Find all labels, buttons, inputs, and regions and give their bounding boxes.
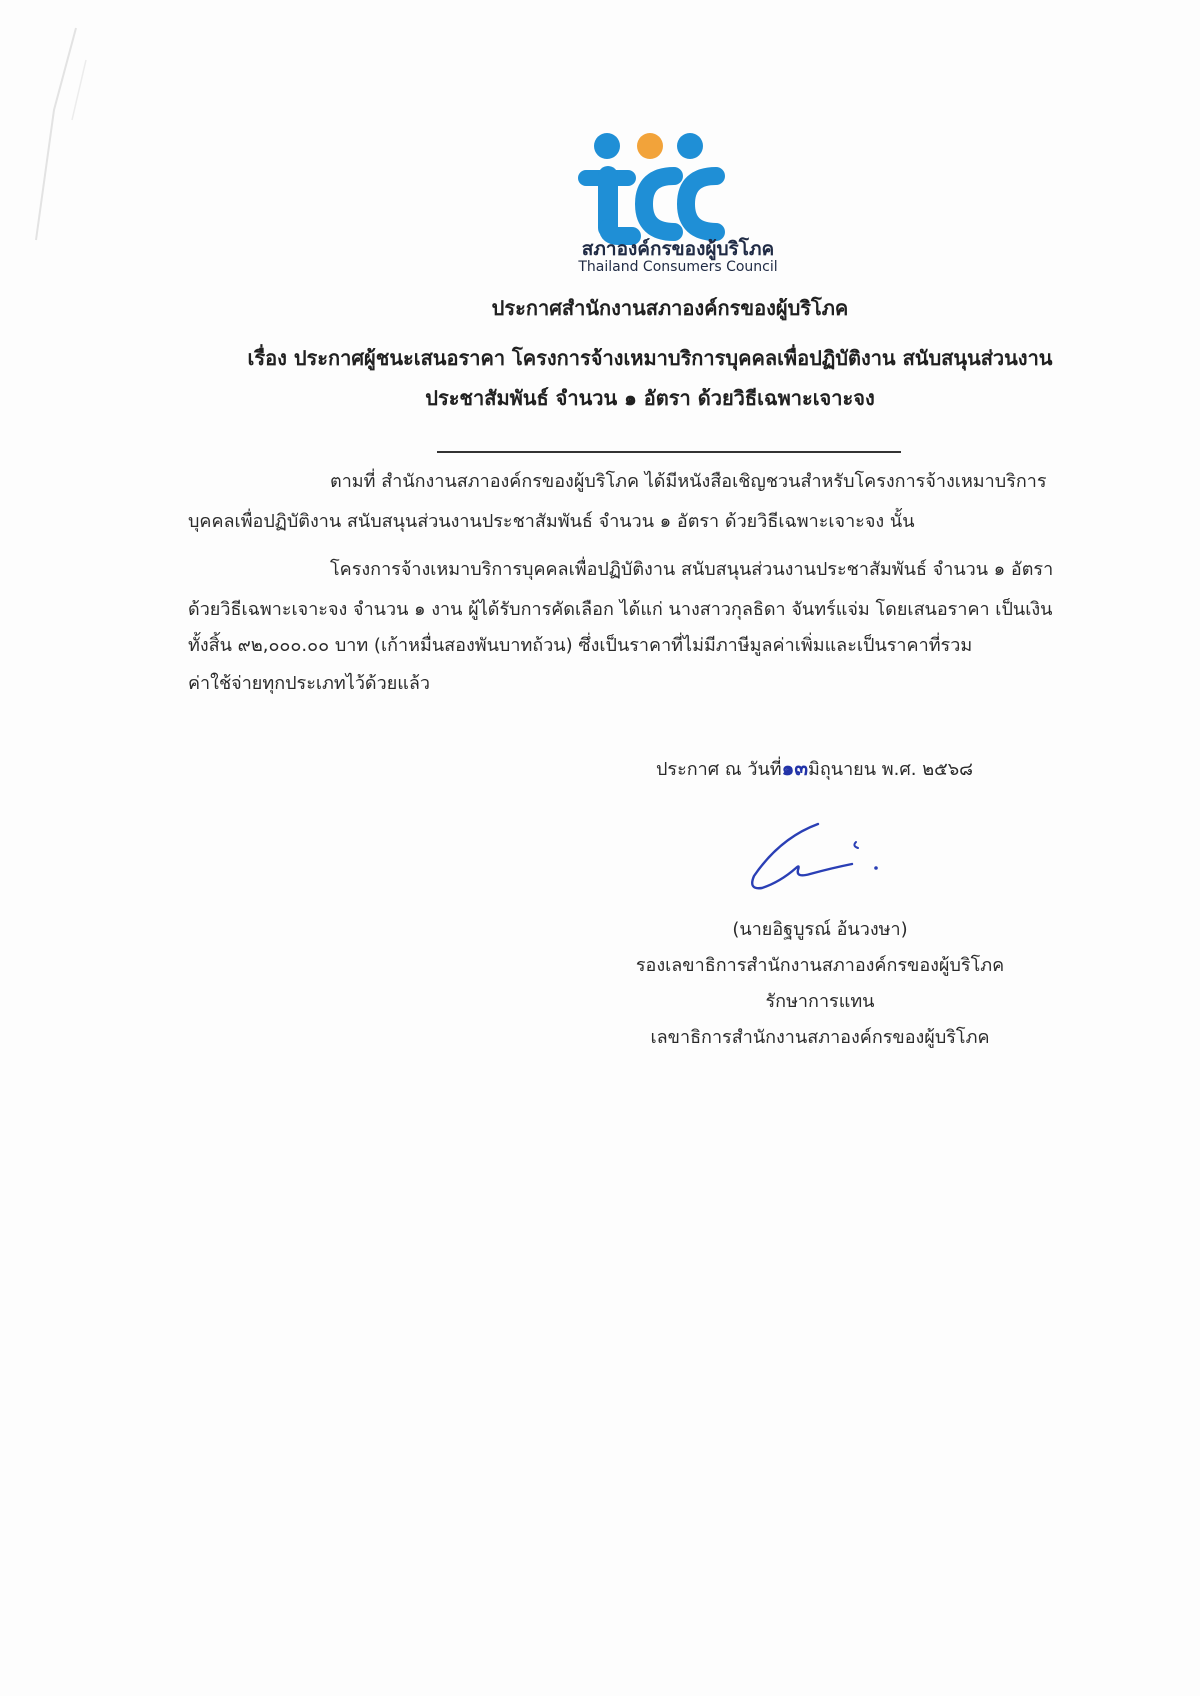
handwritten-signature xyxy=(740,818,890,898)
paragraph-2-line-4: ค่าใช้จ่ายทุกประเภทไว้ด้วยแล้ว xyxy=(188,673,431,694)
paragraph-2-line-3: ทั้งสิ้น ๙๒,๐๐๐.๐๐ บาท (เก้าหมื่นสองพันบาทถ้วน) ซึ่งเป็นราคาที่ไม่มีภาษีมูลค่าเพิ่มและเป็นราคาที่รวม xyxy=(188,635,973,656)
signatory-acting-position: เลขาธิการสำนักงานสภาองค์กรของผู้บริโภค xyxy=(650,1027,990,1048)
paragraph-1-line-1: ตามที่ สำนักงานสภาองค์กรของผู้บริโภค ได้มีหนังสือเชิญชวนสำหรับโครงการจ้างเหมาบริการ xyxy=(330,471,1047,492)
logo-text-english: Thailand Consumers Council xyxy=(578,259,778,275)
announcement-date-month-year: มิถุนายน พ.ศ. ๒๕๖๘ xyxy=(808,759,974,780)
announcement-subject-line-1: เรื่อง ประกาศผู้ชนะเสนอราคา โครงการจ้างเหมาบริการบุคคลเพื่อปฏิบัติงาน สนับสนุนส่วนงาน xyxy=(247,346,1053,370)
paragraph-1-line-2: บุคคลเพื่อปฏิบัติงาน สนับสนุนส่วนงานประชาสัมพันธ์ จำนวน ๑ อัตรา ด้วยวิธีเฉพาะเจาะจง นั้น xyxy=(188,511,915,532)
announcement-date-prefix: ประกาศ ณ วันที่ xyxy=(656,759,782,780)
logo-text-thai: สภาองค์กรของผู้บริโภค xyxy=(581,238,775,260)
announcement-subject-line-2: ประชาสัมพันธ์ จำนวน ๑ อัตรา ด้วยวิธีเฉพาะเจาะจง xyxy=(425,386,875,410)
signatory-position: รองเลขาธิการสำนักงานสภาองค์กรของผู้บริโภค xyxy=(635,955,1005,976)
scan-artifact xyxy=(14,20,94,260)
signatory-name: (นายอิฐบูรณ์ อ้นวงษา) xyxy=(732,919,908,940)
announcement-date xyxy=(656,752,973,784)
announcement-title: ประกาศสำนักงานสภาองค์กรของผู้บริโภค xyxy=(491,296,849,320)
paragraph-2-line-1: โครงการจ้างเหมาบริการบุคคลเพื่อปฏิบัติงาน สนับสนุนส่วนงานประชาสัมพันธ์ จำนวน ๑ อัตรา xyxy=(330,559,1054,580)
signatory-acting: รักษาการแทน xyxy=(765,991,875,1012)
announcement-date-day: ๑๓ xyxy=(781,756,808,780)
title-divider xyxy=(437,451,901,453)
paragraph-2-line-2: ด้วยวิธีเฉพาะเจาะจง จำนวน ๑ งาน ผู้ได้รับการคัดเลือก ได้แก่ นางสาวกุลธิดา จันทร์แจ่ม โดยเสนอราคา เป็นเงิน xyxy=(188,599,1053,620)
